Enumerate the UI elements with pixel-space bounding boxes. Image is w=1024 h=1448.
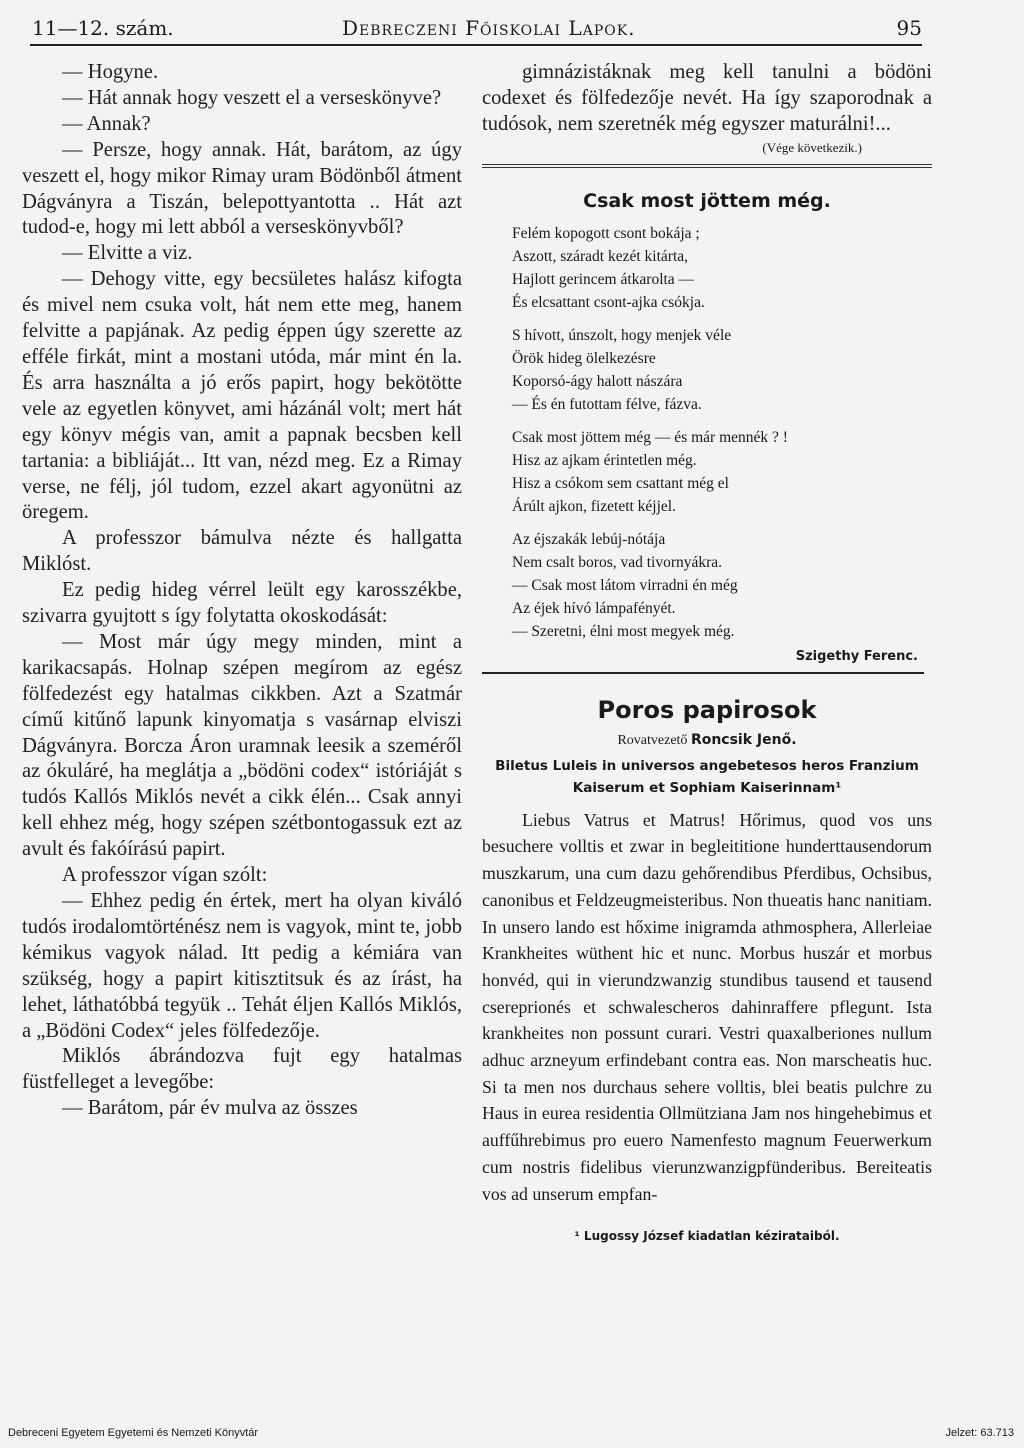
- verse-line: S hívott, únszolt, hogy menjek véle: [512, 326, 732, 344]
- paragraph: Ez pedig hideg vérrel leült egy karosszékbe, szivarra gyujtott s így folytatta okoskodását:: [22, 579, 462, 628]
- verse-line: Nem csalt boros, vad tivornyákra.: [512, 553, 723, 571]
- paragraph: — Ehhez pedig én értek, mert ha olyan kiváló tudós irodalomtörténész nem is vagyok, mint te, jobb kémikus vagyok nálad. Itt pedig a kémiára van szükség, hogy a papirt kitisztitsuk és az írást, ha lehet, láthatóbbá tegyük .. Tehát éljen Kallós Miklós, a „Bödöni Codex“ jeles fölfedezője.: [22, 890, 462, 1042]
- verse-line: Koporsó-ágy halott nászára: [512, 372, 683, 390]
- editor-label: Rovatvezető: [617, 732, 688, 748]
- library-credit: Debreceni Egyetem Egyetemi és Nemzeti Könyvtár: [8, 1427, 259, 1439]
- shelf-mark: Jelzet: 63.713: [945, 1427, 1014, 1439]
- paragraph: Miklós ábrándozva fujt egy hatalmas füstfelleget a levegőbe:: [22, 1045, 462, 1094]
- section-editor: [482, 732, 932, 749]
- paragraph: A professzor bámulva nézte és hallgatta Miklóst.: [22, 527, 462, 576]
- verse-line: Hajlott gerincem átkarolta —: [512, 270, 695, 288]
- running-header: [32, 14, 922, 46]
- right-column: [482, 60, 932, 1243]
- stanza: [512, 426, 932, 518]
- verse-line: Felém kopogott csont bokája ;: [512, 224, 700, 242]
- verse-line: És elcsattant csont-ajka csókja.: [512, 293, 705, 311]
- to-be-continued: (Vége következik.): [762, 139, 862, 155]
- stanza: [512, 528, 932, 643]
- verse-line: Hisz a csókom sem csattant még el: [512, 474, 729, 492]
- verse-line: — Csak most látom virradni én még: [512, 576, 738, 594]
- stanza: [512, 222, 932, 314]
- paragraph: — Hogyne.: [62, 61, 159, 83]
- verse-line: — És én futottam félve, fázva.: [512, 395, 702, 413]
- section-divider: [482, 672, 924, 674]
- paragraph: — Annak?: [62, 112, 151, 135]
- issue-number: 11—12. szám.: [32, 16, 174, 40]
- poem-title: Csak most jöttem még.: [583, 189, 831, 212]
- paragraph: — Persze, hogy annak. Hát, barátom, az úgy veszett el, hogy mikor Rimay uram Bödönből átment Dágványra a Tiszán, belepottyantotta .. Hát azt tudod-e, hogy mi lett abból a verseskönyvből?: [22, 138, 462, 239]
- verse-line: — Szeretni, élni most megyek még.: [512, 622, 735, 640]
- left-column: [22, 60, 462, 1122]
- paragraph: — Most már úgy megy minden, mint a karikacsapás. Holnap szépen megírom az egész fölfedezést egy hatalmas cikkben. Azt a Szatmár című kitűnő lapunk kinyomatja s vasárnap elviszi Dágványra. Borcza Áron uramnak leesik a szeméről az ókuláré, ha meglátja a „bödöni codex“ istóriáját s tudós Kallós Miklós nevét a cikk élén... Csak annyi kell ehhez még, hogy szépen szétbontogassuk ezt az avult és fakóírású papirt.: [22, 630, 462, 861]
- paragraph: — Hát annak hogy veszett el a verseskönyve?: [62, 86, 442, 109]
- verse-line: Hisz az ajkam érintetlen még.: [512, 451, 697, 469]
- paragraph: A professzor vígan szólt:: [62, 864, 268, 887]
- verse-line: Az éjek hívó lámpafényét.: [512, 599, 676, 617]
- page-number: 95: [896, 16, 922, 40]
- verse-line: Árúlt ajkon, fizetett kéjjel.: [512, 497, 676, 515]
- section-title: Poros papirosok: [597, 695, 817, 724]
- letter-heading: Biletus Luleis in universos angebetesos heros Franzium Kaiserum et Sophiam Kaiserinnam¹: [495, 757, 919, 796]
- paragraph: — Barátom, pár év mulva az összes: [62, 1097, 358, 1120]
- letter-text: Liebus Vatrus et Matrus! Hőrimus, quod vos uns besuchere volltis et zwar in begleititione hunderttausendorum muszkarum, una cum dazu gehőrendibus Pferdibus, Ochsibus, canonibus et Feldzeugmeisteribus. Non thueatis hanc nanitiam. In unsero lando est hőxime inigramda athmosphera, Allerleiae Krankheites wüthent hic et nunc. Morbus huszár et morbus honvéd, qui in vierundzwanzig stundibus tausend et tausend csereprionés et schwalescheros dahinraffere pflegunt. Ista krankheites non possunt curari. Vestri quaxalberiones nullum adhuc arzneyum erfindebant contra eas. Non marscheatis huc. Si ta men nos durchaus sehere volltis, blei beatis pulchre zu Haus in eurea residentia Ollmützianа Jam nos hingehebimus et auffűhrebimus pro euero Namenfesto magnum Feuerwerkum cum nostris fidelibus vierunzwanzigpfünderibus. Bereiteatis vos ad unserum empfan-: [482, 809, 932, 1204]
- verse-line: Aszott, száradt kezét kitárta,: [512, 247, 689, 265]
- poem-author: Szigethy Ferenc.: [795, 648, 918, 664]
- footnote: ¹ Lugossy József kiadatlan kézirataiból.: [574, 1229, 840, 1244]
- header-rule: [30, 44, 922, 46]
- stanza: [512, 324, 932, 416]
- verse-line: Az éjszakák lebúj-nótája: [512, 530, 666, 548]
- paragraph: — Elvitte a viz.: [62, 242, 193, 265]
- journal-title: Debreczeni Főiskolai Lapok.: [342, 16, 636, 40]
- paragraph: — Dehogy vitte, egy becsületes halász kifogta és mivel nem csuka volt, hát nem ette meg, hanem felvitte a papjának. Az pedig éppen úgy szerette az efféle firkát, mint a mostani utóda, már mint én la. És arra használta a jó erős papirt, hogy bekötötte vele az egyetlen könyvet, ami házánál volt; mert hát egy könyv mégis van, amit a papnak becsben kell tartania: a bibliáját... Itt van, nézd meg. Ez a Rimay verse, ne félj, jól tudom, ezzel akart agyonütni az öregem.: [22, 268, 462, 524]
- verse-line: Csak most jöttem még — és már mennék ? !: [512, 428, 788, 446]
- verse-line: Örök hideg ölelkezésre: [512, 349, 656, 367]
- story-ending: gimnázistáknak meg kell tanulni a bödöni codexet és fölfedezője nevét. Ha így szaporodnak a tudósok, nem szeretnék még egyszer maturálni!...: [482, 61, 932, 135]
- section-divider: [482, 164, 932, 168]
- editor-name: Roncsik Jenő.: [690, 731, 797, 748]
- poem-body: [482, 222, 932, 643]
